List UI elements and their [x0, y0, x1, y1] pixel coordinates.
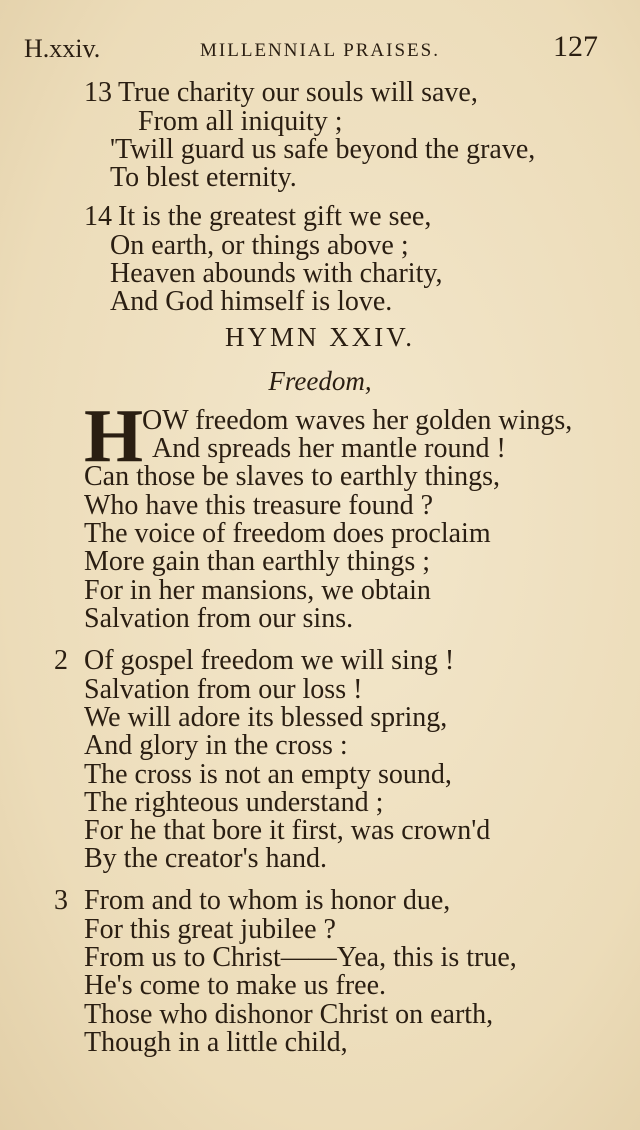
verse-line: 'Twill guard us safe beyond the grave,: [110, 134, 536, 165]
verse-line: More gain than earthly things ;: [84, 546, 431, 577]
verse-line: Who have this treasure found ?: [84, 490, 434, 521]
verse-line: From and to whom is honor due,: [84, 885, 451, 916]
drop-cap: H: [84, 394, 144, 478]
page-number: 127: [553, 30, 598, 63]
verse-line: Heaven abounds with charity,: [110, 258, 443, 289]
verse-number: 14: [84, 201, 112, 232]
verse-line: Those who dishonor Christ on earth,: [84, 999, 494, 1030]
hymn-subtitle: Freedom,: [268, 366, 372, 396]
verse-line: Though in a little child,: [84, 1027, 348, 1058]
verse-line: The voice of freedom does proclaim: [84, 518, 491, 549]
verse-line: Salvation from our loss !: [84, 674, 363, 705]
verse-line: Can those be slaves to earthly things,: [84, 461, 501, 492]
verse-line: Of gospel freedom we will sing !: [84, 645, 455, 676]
header-hymn-ref: H.xxiv.: [24, 34, 101, 63]
verse-line: And God himself is love.: [110, 286, 393, 317]
verse-number: 13: [84, 77, 112, 108]
verse-line: For in her mansions, we obtain: [84, 575, 431, 606]
verse-line: It is the greatest gift we see,: [118, 201, 432, 232]
verse-line: By the creator's hand.: [84, 843, 327, 874]
verse-line: And glory in the cross :: [84, 730, 348, 761]
verse-line: And spreads her mantle round !: [152, 433, 506, 464]
verse-line: He's come to make us free.: [84, 970, 387, 1001]
verse-number: 3: [54, 885, 68, 916]
verse-line: OW freedom waves her golden wings,: [142, 405, 573, 436]
verse-line: On earth, or things above ;: [110, 230, 409, 261]
verse-line: To blest eternity.: [110, 162, 297, 193]
verse-line: For this great jubilee ?: [84, 914, 336, 945]
verse-line: We will adore its blessed spring,: [84, 702, 448, 733]
verse-line: Salvation from our sins.: [84, 603, 354, 634]
header-book-title: MILLENNIAL PRAISES.: [200, 40, 440, 61]
verse-line: The righteous understand ;: [84, 787, 384, 818]
verse-number: 2: [54, 645, 68, 676]
verse-line: For he that bore it first, was crown'd: [84, 815, 491, 846]
verse-line: The cross is not an empty sound,: [84, 759, 452, 790]
running-header: [0, 30, 640, 70]
verse-line: From all iniquity ;: [138, 106, 343, 137]
verse-line: True charity our souls will save,: [118, 77, 478, 108]
verse-line: From us to Christ——Yea, this is true,: [84, 942, 517, 973]
hymn-title: HYMN XXIV.: [224, 322, 415, 352]
